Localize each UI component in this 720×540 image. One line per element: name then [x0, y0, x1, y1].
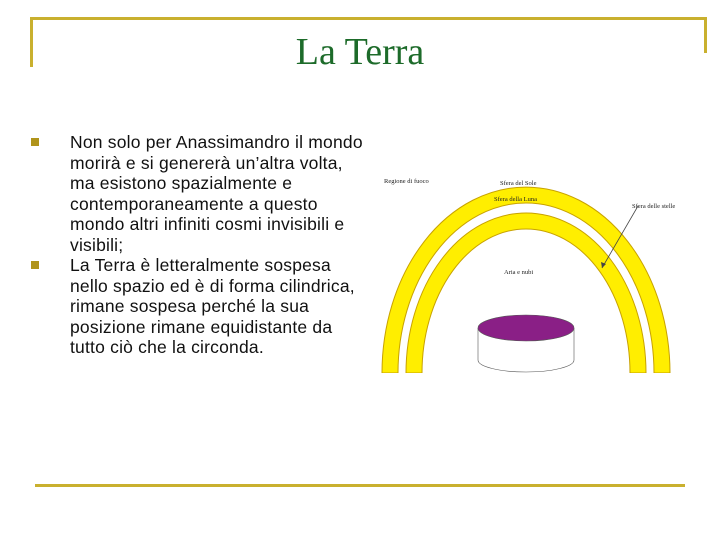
frame-bottom-rule [35, 484, 685, 487]
cosmos-diagram [370, 168, 685, 373]
slide-title [0, 30, 720, 74]
earth-cylinder-top [478, 315, 574, 341]
air-mist-label: Aria e nubi [504, 269, 534, 276]
square-bullet-icon [31, 261, 39, 269]
slide-title-text: La Terra [295, 31, 425, 73]
sun-sphere-label: Sfera del Sole [500, 180, 537, 187]
square-bullet-icon [31, 138, 39, 146]
bullet-item [28, 255, 368, 358]
cosmos-diagram-svg [370, 168, 685, 373]
moon-sphere-label: Sfera della Luna [494, 196, 537, 203]
frame-top-rule [30, 17, 707, 20]
bullet-list [28, 132, 368, 358]
bullet-text: La Terra è letteralmente sospesa nello spazio ed è di forma cilindrica, rimane sospesa perché la sua posizione rimane equidistante da tutto ciò che la circonda. [70, 255, 355, 357]
bullet-item [28, 132, 368, 255]
fire-region-label: Regione di fuoco [384, 178, 429, 185]
star-sphere-label: Sfera delle stelle [632, 203, 676, 210]
bullet-text: Non solo per Anassimandro il mondo morirà e si genererà un’altra volta, ma esistono spazialmente e contemporaneamente a questo mondo altri infiniti cosmi invisibili e visibili; [70, 132, 363, 255]
